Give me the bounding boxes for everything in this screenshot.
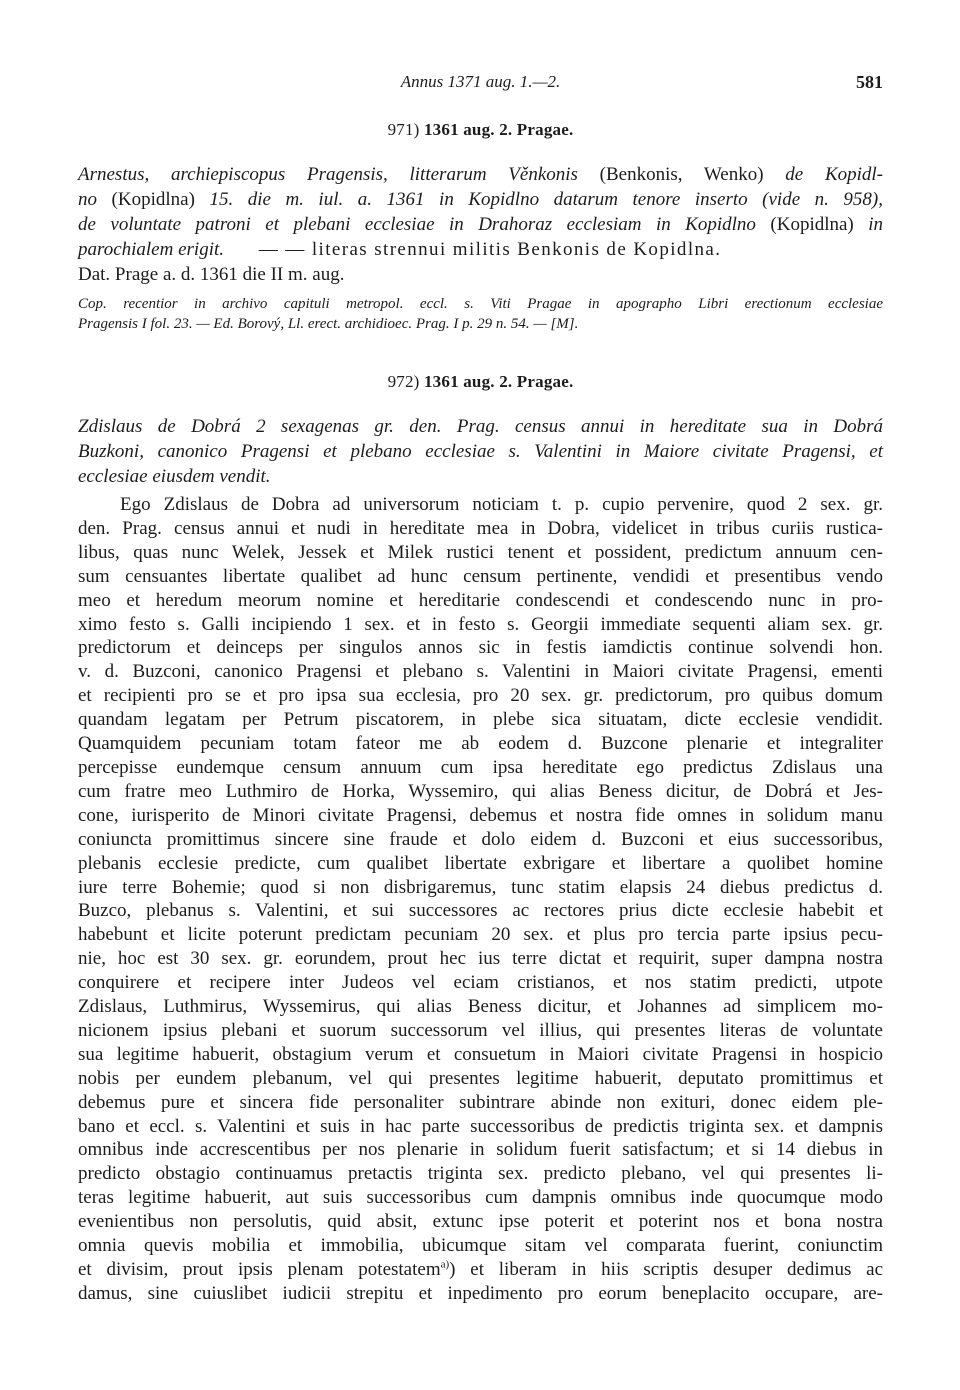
text-line: Buzco, plebanus s. Valentini, et sui successores ac rectores prius dicte ecclesie habebit et — [78, 900, 883, 922]
text-line: quandam legatam per Petrum piscatorem, in plebe sica situatam, dicte ecclesie vendidit. — [78, 709, 883, 731]
text-line: nie, hoc est 30 sex. gr. eorundem, prout hec ius terre dictat et requirit, super dampna nostra — [78, 948, 883, 970]
text-line: omnibus inde accrescentibus per nos plenarie in solidum fuerit satisfactum; et si 14 diebus in — [78, 1139, 883, 1161]
text-line: den. Prag. census annui et nudi in hereditate mea in Dobra, videlicet in tribus curiis rustica- — [78, 517, 883, 539]
regest-text: Arnestus, archiepiscopus Pragensis, litterarum Věnkonis — [78, 164, 578, 185]
regest-text: 15. die m. iul. a. 1361 in Kopidlno datarum tenore inserto (vide n. 958), — [209, 189, 884, 210]
regest-line: Zdislaus de Dobrá 2 sexagenas gr. den. Prag. census annui in hereditate sua in Dobrá — [78, 416, 883, 437]
dating-clause: Dat. Prage a. d. 1361 die II m. aug. — [78, 264, 345, 285]
regest-text: (Kopidlna) — [770, 214, 854, 235]
regest-text: no — [78, 189, 97, 210]
text-line: cone, iurisperito de Minori civitate Pragensi, debemus et nostra fide omnes in solidum manu — [78, 804, 883, 826]
text-line: cum fratre meo Luthmiro de Horka, Wyssemiro, qui alias Beness dicitur, de Dobrá et Jes- — [78, 780, 883, 802]
text-line: sua legitime habuerit, obstagium verum et consuetum in Maiori civitate Pragensi in hospicio — [78, 1043, 883, 1065]
text-line: ximo festo s. Galli incipiendo 1 sex. et in festo s. Georgii immediate sequenti aliam sex. gr. — [78, 613, 883, 635]
text-line: predictorum et deinceps per singulos annos sic in festis iamdictis continue solvendi hon. — [78, 637, 883, 659]
entry-972 — [78, 372, 883, 392]
regest-line — [78, 187, 883, 212]
regest-text: (Kopidlna) — [111, 189, 195, 210]
regest-line — [78, 237, 883, 262]
text-line-with-footnote — [78, 1258, 883, 1282]
text-line: iure terre Bohemie; quod si non disbrigaremus, tunc statim elapsis 24 diebus predictus d. — [78, 876, 883, 898]
regest-line — [78, 212, 883, 237]
text-line: debemus pure et sincera fide personaliter subintrare abinde non exituri, donec eidem ple- — [78, 1091, 883, 1113]
regest-text: de Kopidl- — [785, 164, 884, 185]
regest-text: de voluntate patroni et plebani ecclesiae in Drahoraz ecclesiam in Kopidlno — [78, 214, 756, 235]
running-head — [78, 72, 883, 100]
regest-line: Buzkoni, canonico Pragensi et plebano ecclesiae s. Valentini in Maiore civitate Pragensi, et — [78, 441, 883, 462]
regest-text: (Benkonis, Wenko) — [599, 164, 764, 185]
entry-971 — [78, 120, 883, 140]
entry-number: 972) — [387, 372, 420, 391]
running-title: Annus 1371 aug. 1.—2. — [400, 72, 561, 91]
text-segment: et divisim, prout ipsis plenam potestatem — [78, 1259, 441, 1280]
source-line: Cop. recentior in archivo capituli metropol. eccl. s. Viti Pragae in apographo Libri erectionum ecclesiae — [78, 296, 883, 312]
text-line: coniuncta promittimus sincere sine fraude et dolo eidem d. Buzconi et eius successoribus, — [78, 828, 883, 850]
entry-number: 971) — [387, 120, 420, 139]
text-line: meo et heredum meorum nomine et hereditarie condescendi et condescendo nunc in pro- — [78, 589, 883, 611]
charter-text — [78, 493, 883, 1306]
regest-text: in — [868, 214, 884, 235]
text-line: teras legitime habuerit, aut suis successoribus cum dampnis omnibus inde quocumque modo — [78, 1187, 883, 1209]
entry-date-place: 1361 aug. 2. Pragae. — [423, 372, 574, 391]
regest-line: ecclesiae eiusdem vendit. — [78, 466, 271, 487]
text-line: Ego Zdislaus de Dobra ad universorum noticiam t. p. cupio pervenire, quod 2 sex. gr. — [120, 494, 883, 515]
text-line: evenientibus non persolutis, quid absit, extunc ipse poterit et poterint nos et bona nostra — [78, 1211, 883, 1233]
text-line: Quamquidem pecuniam totam fateor me ab eodem d. Buzcone plenarie et integraliter — [78, 733, 883, 755]
text-line: omnia quevis mobilia et immobilia, ubicumque sitam vel comparata fuerint, coniunctim — [78, 1235, 883, 1257]
text-line: Zdislaus, Luthmirus, Wyssemirus, qui alias Beness dicitur, et Johannes ad simplicem mo- — [78, 996, 883, 1018]
text-line: et recipienti pro se et pro ipsa sua ecclesia, pro 20 sex. gr. predictorum, pro quibus domum — [78, 685, 883, 707]
text-line: nicionem ipsius plebani et suorum successorum vel illius, qui presentes literas de voluntate — [78, 1019, 883, 1041]
entry-972-heading — [78, 372, 883, 392]
regest-text: parochialem erigit. — [78, 239, 224, 260]
entry-971-regest — [78, 162, 883, 287]
entry-971-heading — [78, 120, 883, 140]
entry-972-regest — [78, 414, 883, 489]
entry-972-body — [78, 493, 883, 1306]
text-line: damus, sine cuiuslibet iudicii strepitu et inpedimento pro eorum beneplacito occupare, are- — [78, 1282, 883, 1304]
text-line: sum censuantes libertate qualibet ad hunc censum pertinente, vendidi et presentibus vendo — [78, 565, 883, 587]
footnote-mark: a) — [440, 1258, 450, 1271]
entry-971-source — [78, 294, 883, 334]
text-line: libus, quas nunc Welek, Jessek et Milek rustici tenent et possident, predictum annuum cen- — [78, 541, 883, 563]
text-line: percepisse eundemque censum annuum cum ipsa hereditate ego predictus Zdislaus una — [78, 756, 883, 778]
text-line: nobis per eundem plebanum, vel qui presentes legitime habuerit, deputato promittimus et — [78, 1067, 883, 1089]
text-line: habebunt et licite poterunt predictam pecuniam 20 sex. et plus pro tercia parte ipsius pecu- — [78, 924, 883, 946]
text-line: bano et eccl. s. Valentini et suis in hac parte successoribus de predictis triginta sex. et dampnis — [78, 1115, 883, 1137]
page-number: 581 — [856, 72, 883, 92]
text-line: plebanis ecclesie predicte, cum qualibet libertate exbrigare et libertare a quolibet homine — [78, 852, 883, 874]
text-line: conquirere et recipere inter Judeos vel eciam cristianos, et nos statim predicti, utpote — [78, 972, 883, 994]
entry-date-place: 1361 aug. 2. Pragae. — [423, 120, 574, 139]
text-line: predicto obstagio continuamus pretactis triginta sex. predicto plebano, vel qui presentes li- — [78, 1163, 883, 1185]
text-segment: ) et liberam in hiis scriptis desuper dedimus ac — [449, 1259, 883, 1280]
quoted-text: — — literas strennui militis Benkonis de Kopidlna. — [258, 239, 722, 260]
regest-line — [78, 162, 883, 187]
source-line: Pragensis I fol. 23. — Ed. Borový, Ll. erect. archidioec. Prag. I p. 29 n. 54. — [M]. — [78, 316, 579, 332]
text-line: v. d. Buzconi, canonico Pragensi et plebano s. Valentini in Maiori civitate Pragensi, ementi — [78, 661, 883, 683]
